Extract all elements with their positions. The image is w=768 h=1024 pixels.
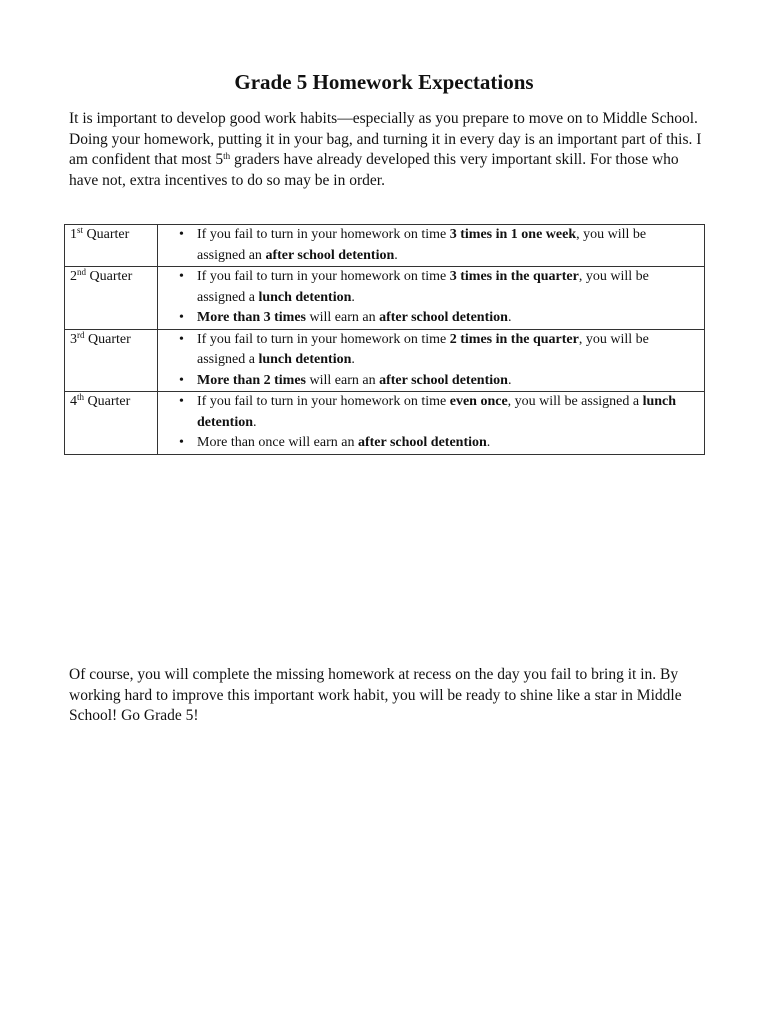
intro-paragraph [69,109,709,191]
quarter-word: Quarter [84,331,131,347]
rule-item [158,267,704,308]
quarter-row [65,225,705,267]
rule-emphasis: after school detention [379,310,508,325]
page-title: Grade 5 Homework Expectations [234,70,534,94]
quarter-rules [158,392,705,455]
rule-text: , you will be assigned an [197,227,647,263]
rule-text: . [486,435,491,450]
rule-text: . [394,247,398,263]
rule-list [158,392,704,454]
rule-emphasis: More than 2 times [197,372,306,388]
quarter-number: 3 [70,331,77,347]
ordinal-suffix: st [77,225,84,235]
rule-text: , you will be assigned a [197,269,649,305]
ordinal-suffix: th [223,151,231,161]
quarter-rules [158,329,705,392]
quarter-number: 1 [70,227,77,242]
rule-text: If you fail to turn in your homework on time [197,227,450,242]
rule-text: , you will be assigned a [507,394,643,409]
rule-text: will earn an [306,310,380,325]
quarter-label [65,225,158,267]
rule-item [158,308,704,329]
quarter-label [65,267,158,330]
rule-emphasis: lunch detention [197,394,677,430]
quarter-rules [158,267,705,330]
rule-item [158,330,704,371]
rule-text: . [253,414,257,430]
quarter-row [65,329,705,392]
rule-item [158,433,704,454]
rule-text: will earn an [306,372,380,388]
quarter-label [65,329,158,392]
quarter-row [65,267,705,330]
rule-emphasis: More than 3 times [197,310,306,325]
rule-text: . [507,372,512,388]
rule-list [158,267,704,329]
rule-emphasis: lunch detention [258,352,352,367]
rule-text: If you fail to turn in your homework on time [197,331,450,347]
quarter-word: Quarter [84,394,131,409]
quarter-number: 2 [70,269,77,284]
closing-paragraph: Of course, you will complete the missing homework at recess on the day you fail to bring it in. By working hard to improve this important work habit, you will be ready to shine like a star in Middle School! Go Grade 5! [69,666,682,724]
rule-text: If you fail to turn in your homework on time [197,394,450,409]
rule-emphasis: after school detention [357,435,487,450]
rule-text: . [351,289,355,305]
consequences-table [64,224,705,455]
quarter-row [65,392,705,455]
quarter-word: Quarter [86,269,133,284]
quarter-rules [158,225,705,267]
quarter-word: Quarter [83,227,130,242]
rule-emphasis: 2 times in the quarter [449,331,579,347]
ordinal-suffix: nd [77,267,86,277]
quarter-label [65,392,158,455]
ordinal-suffix: th [77,392,85,402]
rule-emphasis: 3 times in the quarter [449,269,579,284]
ordinal-suffix: rd [77,329,85,340]
rule-text: . [351,352,355,367]
rule-emphasis: 3 times in 1 one week [449,227,577,242]
rule-emphasis: lunch detention [258,289,352,305]
rule-text: More than once will earn an [197,435,358,450]
rule-item [158,392,704,433]
rule-list [158,225,704,266]
rule-text: , you will be assigned a [197,331,649,367]
rule-emphasis: after school detention [265,247,395,263]
rule-list [158,330,704,392]
rule-item [158,371,704,392]
rule-emphasis: after school detention [379,372,508,388]
rule-text: If you fail to turn in your homework on time [197,269,450,284]
rule-emphasis: even once [449,394,508,409]
rule-item [158,225,704,266]
quarter-number: 4 [70,394,77,409]
rule-text: . [507,310,512,325]
intro-text: It is important to develop good work habits—especially as you prepare to move on to Middle School. Doing your homework, putting it in your bag, and turning it in every day is an important part of this. I am confident that most 5 [69,110,702,168]
intro-text-continued: graders have already developed this very important skill. For those who have not, extra incentives to do so may be in order. [69,151,679,189]
